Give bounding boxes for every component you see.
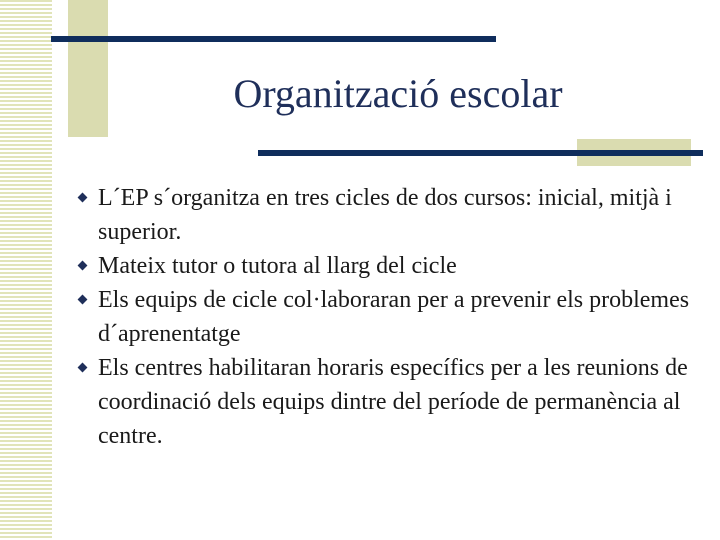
diamond-bullet-icon [78,363,88,373]
bullet-text: Mateix tutor o tutora al llarg del cicle [98,253,457,279]
bullet-item [78,249,698,283]
bullet-item [78,283,698,351]
diamond-bullet-icon [78,295,88,305]
bullet-item [78,351,698,453]
decorative-stripe-bar [0,0,52,540]
slide-title: Organització escolar [233,71,563,116]
bullet-list [78,181,698,453]
title-rule-top [51,36,496,42]
bullet-text: Els equips de cicle col·laboraran per a prevenir els problemes d´aprenentatge [98,287,690,347]
diamond-bullet-icon [78,193,88,203]
bullet-text: Els centres habilitaran horaris específics per a les reunions de coordinació dels equips dintre del període de permanència al centre. [98,355,688,449]
bullet-text: L´EP s´organitza en tres cicles de dos cursos: inicial, mitjà i superior. [98,185,672,245]
accent-block-top [68,0,108,137]
bullet-item [78,181,698,249]
title-rule-bottom [258,150,703,156]
diamond-bullet-icon [78,261,88,271]
